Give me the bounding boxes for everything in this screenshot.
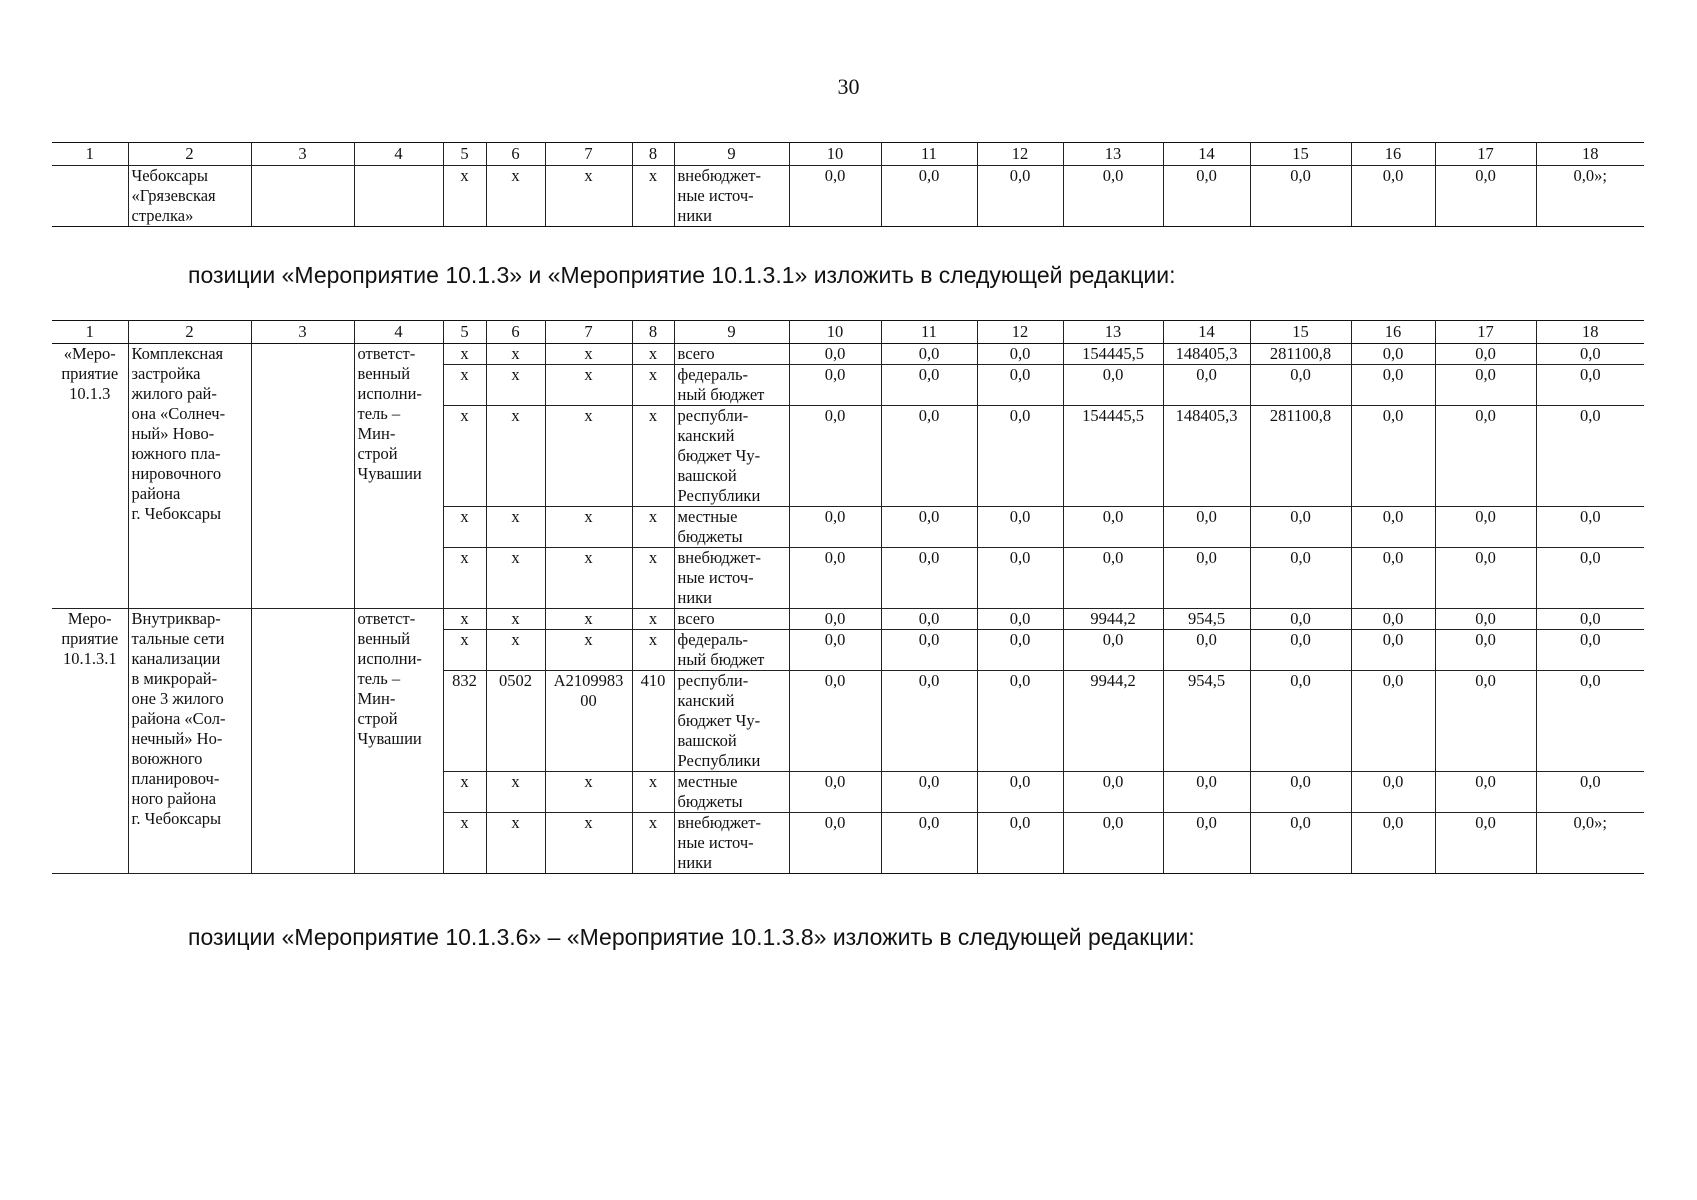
value-cell: 0,0»; [1536, 813, 1644, 874]
code-cell: х [545, 166, 632, 227]
value-cell: 0,0 [1435, 772, 1536, 813]
value-cell: 0,0 [881, 813, 977, 874]
value-cell: 0,0 [789, 507, 881, 548]
source-cell: местные бюджеты [674, 507, 789, 548]
value-cell: 0,0 [789, 609, 881, 630]
event-id-cell: Меро- приятие 10.1.3.1 [52, 609, 128, 874]
column-number-cell: 15 [1250, 143, 1351, 166]
code-cell: х [443, 507, 486, 548]
value-cell: 0,0 [1351, 507, 1435, 548]
value-cell: 0,0 [977, 406, 1063, 507]
column-number-cell: 18 [1536, 321, 1644, 344]
value-cell: 0,0 [1250, 609, 1351, 630]
value-cell: 0,0 [1163, 166, 1250, 227]
value-cell: 0,0 [1435, 671, 1536, 772]
value-cell: 0,0 [1435, 344, 1536, 365]
code-cell: х [443, 630, 486, 671]
value-cell: 0,0 [789, 365, 881, 406]
value-cell: 0,0 [881, 671, 977, 772]
value-cell: 954,5 [1163, 671, 1250, 772]
value-cell: 0,0 [1063, 166, 1163, 227]
value-cell: 0,0 [1063, 548, 1163, 609]
value-cell: 0,0 [789, 772, 881, 813]
value-cell: 0,0 [1063, 630, 1163, 671]
instruction-paragraph: позиции «Мероприятие 10.1.3» и «Мероприятие 10.1.3.1» изложить в следующей редакции: [188, 262, 1176, 288]
code-cell: х [443, 365, 486, 406]
code-cell: х [443, 344, 486, 365]
page-number: 30 [837, 74, 860, 99]
column-number-cell: 14 [1163, 143, 1250, 166]
column-number-cell: 5 [443, 143, 486, 166]
column-number-cell: 10 [789, 143, 881, 166]
value-cell: 0,0 [1250, 365, 1351, 406]
column-number-cell: 3 [251, 321, 354, 344]
value-cell: 0,0 [977, 813, 1063, 874]
column-number-cell: 5 [443, 321, 486, 344]
value-cell: 0,0 [1536, 630, 1644, 671]
code-cell: х [632, 630, 674, 671]
column-number-cell: 15 [1250, 321, 1351, 344]
value-cell: 954,5 [1163, 609, 1250, 630]
value-cell: 0,0 [1250, 548, 1351, 609]
empty-cell [251, 166, 354, 227]
value-cell: 154445,5 [1063, 406, 1163, 507]
value-cell: 148405,3 [1163, 406, 1250, 507]
code-cell: х [443, 772, 486, 813]
column-number-cell: 16 [1351, 143, 1435, 166]
value-cell: 0,0 [1163, 365, 1250, 406]
code-cell: х [545, 609, 632, 630]
source-cell: внебюджет- ные источ- ники [674, 166, 789, 227]
value-cell: 0,0 [1435, 813, 1536, 874]
code-cell: х [632, 548, 674, 609]
value-cell: 0,0 [977, 671, 1063, 772]
column-number-cell: 13 [1063, 321, 1163, 344]
value-cell: 0,0 [977, 772, 1063, 813]
code-cell: х [632, 813, 674, 874]
code-cell: х [443, 166, 486, 227]
code-cell: х [486, 406, 545, 507]
value-cell: 0,0 [1351, 166, 1435, 227]
empty-cell [251, 609, 354, 874]
value-cell: 0,0 [1435, 365, 1536, 406]
code-cell: х [443, 813, 486, 874]
code-cell: х [632, 609, 674, 630]
value-cell: 148405,3 [1163, 344, 1250, 365]
header-row [52, 143, 1644, 166]
code-cell: х [486, 548, 545, 609]
value-cell: 0,0 [1063, 772, 1163, 813]
column-number-cell: 10 [789, 321, 881, 344]
event-name-cell: Комплексная застройка жилого рай- она «Солнеч- ный» Ново- южного пла- нировочного района г. Чебоксары [128, 344, 251, 609]
column-number-cell: 2 [128, 143, 251, 166]
value-cell: 0,0 [789, 671, 881, 772]
event-id-cell: «Меро- приятие 10.1.3 [52, 344, 128, 609]
table-row [52, 166, 1644, 227]
source-cell: внебюджет- ные источ- ники [674, 548, 789, 609]
executor-cell [354, 166, 443, 227]
column-number-cell: 8 [632, 143, 674, 166]
value-cell: 0,0 [1250, 671, 1351, 772]
value-cell: 0,0 [789, 548, 881, 609]
value-cell: 0,0 [977, 344, 1063, 365]
column-number-cell: 6 [486, 143, 545, 166]
code-cell: 0502 [486, 671, 545, 772]
event-name-cell: Чебоксары «Грязевская стрелка» [128, 166, 251, 227]
code-cell: х [486, 344, 545, 365]
column-number-cell: 16 [1351, 321, 1435, 344]
value-cell: 0,0 [1163, 507, 1250, 548]
value-cell: 9944,2 [1063, 671, 1163, 772]
value-cell: 0,0 [1536, 609, 1644, 630]
value-cell: 0,0 [1351, 548, 1435, 609]
header-row [52, 321, 1644, 344]
value-cell: 0,0 [1351, 406, 1435, 507]
value-cell: 0,0 [1435, 609, 1536, 630]
value-cell: 0,0 [881, 365, 977, 406]
value-cell: 0,0 [1435, 630, 1536, 671]
column-number-cell: 12 [977, 321, 1063, 344]
value-cell: 0,0 [1163, 548, 1250, 609]
value-cell: 0,0 [1163, 630, 1250, 671]
value-cell: 281100,8 [1250, 406, 1351, 507]
value-cell: 0,0 [1250, 772, 1351, 813]
source-cell: федераль- ный бюджет [674, 365, 789, 406]
column-number-cell: 2 [128, 321, 251, 344]
source-cell: внебюджет- ные источ- ники [674, 813, 789, 874]
column-number-cell: 6 [486, 321, 545, 344]
source-cell: республи- канский бюджет Чу- вашской Республики [674, 671, 789, 772]
code-cell: х [486, 507, 545, 548]
code-cell: х [486, 630, 545, 671]
table-row [52, 344, 1644, 365]
executor-cell: ответст- венный исполни- тель – Мин- строй Чувашии [354, 609, 443, 874]
code-cell: 832 [443, 671, 486, 772]
code-cell: х [443, 406, 486, 507]
value-cell: 0,0 [789, 166, 881, 227]
value-cell: 0,0 [881, 630, 977, 671]
value-cell: 0,0 [1351, 772, 1435, 813]
code-cell: х [632, 507, 674, 548]
value-cell: 0,0 [1351, 609, 1435, 630]
value-cell: 0,0 [1250, 507, 1351, 548]
value-cell: 0,0 [1435, 507, 1536, 548]
column-number-cell: 7 [545, 321, 632, 344]
source-cell: республи- канский бюджет Чу- вашской Республики [674, 406, 789, 507]
value-cell: 0,0 [1063, 365, 1163, 406]
code-cell: х [545, 772, 632, 813]
value-cell: 0,0 [977, 630, 1063, 671]
value-cell: 0,0 [1250, 630, 1351, 671]
value-cell: 0,0 [1536, 772, 1644, 813]
code-cell: х [632, 406, 674, 507]
code-cell: х [486, 772, 545, 813]
column-number-cell: 4 [354, 321, 443, 344]
value-cell: 0,0 [881, 406, 977, 507]
value-cell: 0,0 [789, 344, 881, 365]
code-cell: х [545, 813, 632, 874]
value-cell: 0,0 [881, 609, 977, 630]
value-cell: 0,0 [977, 548, 1063, 609]
source-cell: всего [674, 609, 789, 630]
value-cell: 0,0»; [1536, 166, 1644, 227]
column-number-cell: 11 [881, 321, 977, 344]
code-cell: х [545, 406, 632, 507]
table-continuation [52, 142, 1644, 227]
value-cell: 0,0 [1536, 548, 1644, 609]
value-cell: 0,0 [1351, 813, 1435, 874]
value-cell: 0,0 [1351, 671, 1435, 772]
value-cell: 0,0 [1163, 813, 1250, 874]
value-cell: 9944,2 [1063, 609, 1163, 630]
value-cell: 0,0 [1250, 813, 1351, 874]
column-number-cell: 9 [674, 143, 789, 166]
column-number-cell: 14 [1163, 321, 1250, 344]
value-cell: 281100,8 [1250, 344, 1351, 365]
executor-cell: ответст- венный исполни- тель – Мин- строй Чувашии [354, 344, 443, 609]
value-cell: 0,0 [977, 166, 1063, 227]
code-cell: х [443, 609, 486, 630]
value-cell: 0,0 [789, 813, 881, 874]
code-cell: х [632, 365, 674, 406]
value-cell: 0,0 [977, 365, 1063, 406]
column-number-cell: 3 [251, 143, 354, 166]
column-number-cell: 9 [674, 321, 789, 344]
code-cell: х [443, 548, 486, 609]
event-name-cell: Внутриквар- тальные сети канализации в микрорай- оне 3 жилого района «Сол- нечный» Но- воюжного планировоч- ного района г. Чебоксары [128, 609, 251, 874]
table-row [52, 609, 1644, 630]
code-cell: х [545, 344, 632, 365]
value-cell: 0,0 [1250, 166, 1351, 227]
value-cell: 0,0 [1063, 813, 1163, 874]
value-cell: 0,0 [1351, 344, 1435, 365]
column-number-cell: 1 [52, 321, 128, 344]
value-cell: 0,0 [789, 406, 881, 507]
column-number-cell: 8 [632, 321, 674, 344]
code-cell: х [486, 166, 545, 227]
value-cell: 0,0 [1536, 344, 1644, 365]
column-number-cell: 13 [1063, 143, 1163, 166]
value-cell: 0,0 [1435, 166, 1536, 227]
column-number-cell: 12 [977, 143, 1063, 166]
code-cell: 410 [632, 671, 674, 772]
instruction-paragraph: позиции «Мероприятие 10.1.3.6» – «Мероприятие 10.1.3.8» изложить в следующей редакции: [188, 924, 1195, 950]
code-cell: х [545, 630, 632, 671]
source-cell: местные бюджеты [674, 772, 789, 813]
events-table [52, 320, 1644, 874]
value-cell: 0,0 [881, 772, 977, 813]
code-cell: х [545, 507, 632, 548]
code-cell: х [486, 365, 545, 406]
event-id-cell [52, 166, 128, 227]
value-cell: 154445,5 [1063, 344, 1163, 365]
value-cell: 0,0 [977, 609, 1063, 630]
value-cell: 0,0 [977, 507, 1063, 548]
code-cell: х [545, 548, 632, 609]
empty-cell [251, 344, 354, 609]
value-cell: 0,0 [1063, 507, 1163, 548]
column-number-cell: 17 [1435, 321, 1536, 344]
value-cell: 0,0 [1163, 772, 1250, 813]
source-cell: всего [674, 344, 789, 365]
column-number-cell: 4 [354, 143, 443, 166]
value-cell: 0,0 [1351, 630, 1435, 671]
column-number-cell: 11 [881, 143, 977, 166]
value-cell: 0,0 [881, 166, 977, 227]
value-cell: 0,0 [1536, 507, 1644, 548]
value-cell: 0,0 [1536, 671, 1644, 772]
value-cell: 0,0 [1536, 365, 1644, 406]
code-cell: х [632, 166, 674, 227]
value-cell: 0,0 [881, 344, 977, 365]
column-number-cell: 17 [1435, 143, 1536, 166]
value-cell: 0,0 [881, 507, 977, 548]
code-cell: х [486, 813, 545, 874]
code-cell: х [486, 609, 545, 630]
value-cell: 0,0 [881, 548, 977, 609]
value-cell: 0,0 [1351, 365, 1435, 406]
code-cell: х [632, 772, 674, 813]
source-cell: федераль- ный бюджет [674, 630, 789, 671]
code-cell: А2109983 00 [545, 671, 632, 772]
value-cell: 0,0 [789, 630, 881, 671]
column-number-cell: 1 [52, 143, 128, 166]
value-cell: 0,0 [1435, 548, 1536, 609]
column-number-cell: 7 [545, 143, 632, 166]
value-cell: 0,0 [1435, 406, 1536, 507]
value-cell: 0,0 [1536, 406, 1644, 507]
code-cell: х [545, 365, 632, 406]
column-number-cell: 18 [1536, 143, 1644, 166]
code-cell: х [632, 344, 674, 365]
